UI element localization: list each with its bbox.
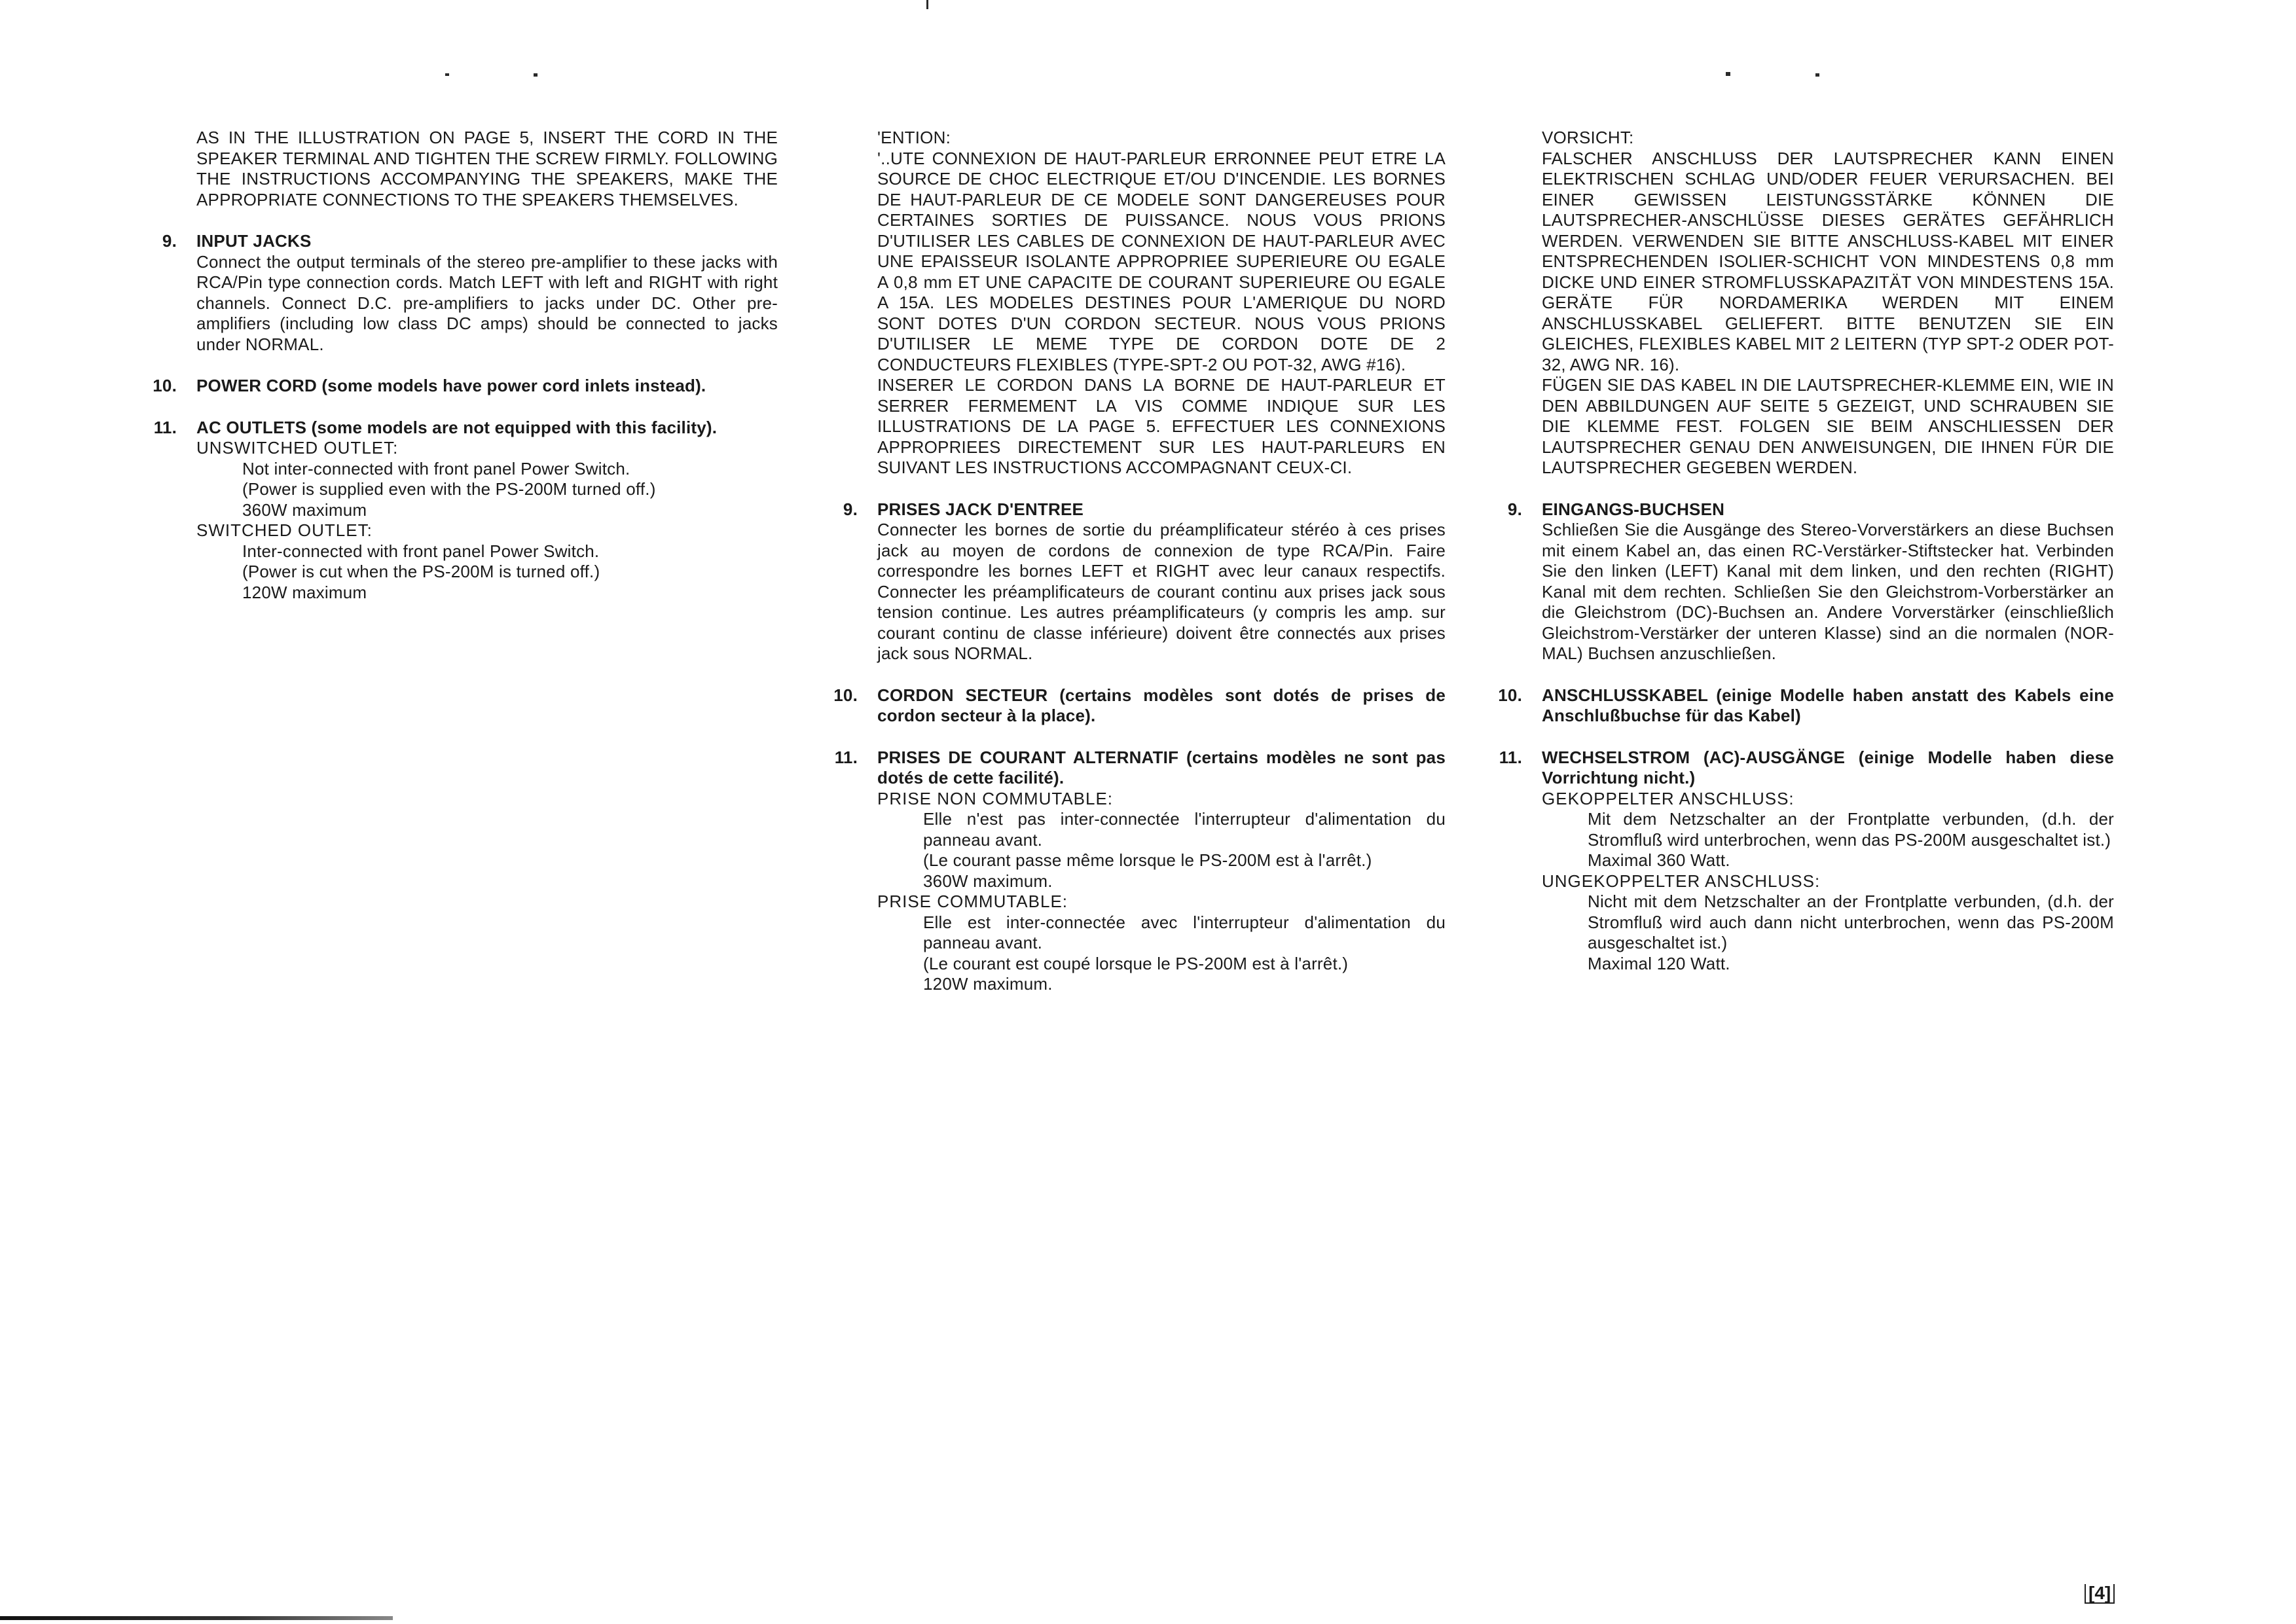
section-title: AC OUTLETS (some models are not equipped with this facility). — [196, 417, 718, 437]
section-ac-outlets — [153, 417, 778, 604]
subsection-heading: SWITCHED OUTLET: — [196, 520, 373, 540]
section-title: CORDON SECTEUR (certains modèles sont dotés de prises de cordon secteur à la place). — [877, 685, 1446, 725]
section-number: 11. — [1499, 747, 1522, 767]
section-title: ANSCHLUSSKABEL (einige Modelle haben anstatt des Kabels eine Anschlußbuchse für das Kabel) — [1542, 685, 2114, 725]
section-body: Connecter les bornes de sortie du préamplificateur stéréo à ces prises jack au moyen de cordons de connexion de type RCA/Pin. Faire correspondre les bornes LEFT et RIGHT avec leur canaux respectifs. Connecter les préamplificateurs de courant continu aux prises jack sous tension continue. Les autres préamplificateurs (y compris les amp. sur courant continu de classe inférieure) doivent être connectés aux prises jack sous NORMAL. — [877, 520, 1446, 663]
section-number: 10. — [153, 376, 177, 395]
subsection-body: Mit dem Netzschalter an der Frontplatte verbunden, (d.h. der Stromfluß wird unterbrochen, wenn das PS-200M ausgeschaltet ist.) Maximal 360 Watt. — [1588, 809, 2114, 870]
section-title: EINGANGS-BUCHSEN — [1542, 499, 1725, 519]
section-number: 9. — [1507, 499, 1522, 519]
section-title: POWER CORD (some models have power cord inlets instead). — [196, 376, 706, 395]
section-number: 9. — [843, 499, 858, 519]
ungekoppelter-anschluss — [1542, 871, 2114, 975]
french-column — [833, 128, 1446, 995]
subsection-heading: UNSWITCHED OUTLET: — [196, 438, 399, 458]
section-title: PRISES DE COURANT ALTERNATIF (certains modèles ne sont pas dotés de cette facilité). — [877, 747, 1446, 787]
section-prises-courant — [834, 747, 1446, 995]
subsection-body: Inter-connected with front panel Power Switch. (Power is cut when the PS-200M is turned off.) 120W maximum — [242, 541, 600, 602]
scan-speck — [445, 73, 449, 76]
subsection-body: Nicht mit dem Netzschalter an der Frontplatte verbunden, (d.h. der Stromfluß wird auch dann nicht unterbrochen, wenn das PS-200M ausgeschaltet ist.) Maximal 120 Watt. — [1588, 892, 2114, 973]
page-number: [4] — [2085, 1584, 2115, 1604]
subsection-heading: UNGEKOPPELTER ANSCHLUSS: — [1542, 871, 1821, 891]
subsection-body: Not inter-connected with front panel Power Switch. (Power is supplied even with the PS-200M turned off.) 360W maximum — [242, 458, 656, 520]
subsection-heading: PRISE NON COMMUTABLE: — [877, 788, 1114, 808]
section-number: 10. — [1498, 685, 1522, 705]
subsection-body: Elle est inter-connectée avec l'interrupteur d'alimentation du panneau avant. (Le courant est coupé lorsque le PS-200M est à l'arrêt.) 120W maximum. — [923, 912, 1446, 994]
scan-speck — [1726, 72, 1730, 76]
section-number: 9. — [162, 231, 177, 251]
section-input-jacks — [162, 231, 778, 355]
section-number: 11. — [834, 747, 858, 767]
prise-commutable — [877, 892, 1446, 995]
section-number: 10. — [833, 685, 858, 705]
section-wechselstrom-ausgaenge — [1499, 747, 2114, 975]
german-intro: VORSICHT: FALSCHER ANSCHLUSS DER LAUTSPRECHER KANN EINEN ELEKTRISCHEN SCHLAG UND/ODER FEUER VERURSACHEN. BEI EINER GEWISSEN LEISTUNGSSTÄRKE KÖNNEN DIE LAUTSPRECHER-ANSCHLÜSSE DIESES GERÄTES GEFÄHRLICH WERDEN. VERWENDEN SIE BITTE ANSCHLUSS-KABEL MIT EINER ENTSPRECHENDEN ISOLIER-SCHICHT VON MINDESTENS 0,8 mm DICKE UND EINER STROMFLUSSKAPAZITÄT VON MINDESTENS 15A. GERÄTE FÜR NORDAMERIKA WERDEN MIT EINEM ANSCHLUSSKABEL GELIEFERT. BITTE BENUTZEN SIE EIN GLEICHES, FLEXIBLES KABEL MIT 2 LEITERN (TYP SPT-2 ODER POT-32, AWG NR. 16). FÜGEN SIE DAS KABEL IN DIE LAUTSPRECHER-KLEMME EIN, WIE IN DEN ABBILDUNGEN AUF SEITE 5 GEZEIGT, UND SCHRAUBEN SIE DIE KLEMME FEST. FOLGEN SIE BEIM ANSCHLIESSEN DER LAUTSPRECHER GENAU DEN ANWEISUNGEN, DIE IHNEN FÜR DIE LAUTSPRECHER GEGEBEN WERDEN. — [1542, 128, 2114, 477]
section-body: Connect the output terminals of the stereo pre-amplifier to these jacks with RCA/Pin type connection cords. Match LEFT with left and RIGHT with right channels. Connect D.C. pre-amplifiers to jacks under DC. Other pre-amplifiers (including low class DC amps) should be connected to jacks under NORMAL. — [196, 251, 778, 354]
section-anschlusskabel — [1498, 685, 2114, 727]
german-column — [1498, 128, 2114, 974]
subsection-heading: PRISE COMMUTABLE: — [877, 892, 1068, 911]
english-column — [153, 128, 778, 603]
gekoppelter-anschluss — [1542, 789, 2114, 871]
scan-speck — [534, 73, 538, 77]
unswitched-outlet — [196, 438, 778, 520]
scan-speck — [1815, 73, 1819, 77]
section-body: Schließen Sie die Ausgänge des Stereo-Vorverstärkers an diese Buchsen mit einem Kabel an, das einen RC-Verstärker-Stiftstecker hat. Verbinden Sie den linken (LEFT) Kanal mit dem linken, und den rechten (RIGHT) Kanal mit dem rechten. Schließen Sie den Gleichstrom-Vorberstärker an die Gleichstrom (DC)-Buchsen an. Andere Vorverstärker (einschließlich Gleichstrom-Verstärker der unteren Klasse) sind an die normalen (NOR-MAL) Buchsen anzuschließen. — [1542, 520, 2114, 663]
french-intro: 'ENTION: '..UTE CONNEXION DE HAUT-PARLEUR ERRONNEE PEUT ETRE LA SOURCE DE CHOC ELECTRIQUE ET/OU D'INCENDIE. LES BORNES DE HAUT-PARLEUR DE CE MODELE SONT DANGEREUSES POUR CERTAINES SORTIES DE PUISSANCE. NOUS VOUS PRIONS D'UTILISER LES CABLES DE CONNEXION DE HAUT-PARLEUR AVEC UNE EPAISSEUR ISOLANTE APPROPRIEE SUPERIEURE OU EGALE A 0,8 mm ET UNE CAPACITE DE COURANT SUPERIEURE OU EGALE A 15A. LES MODELES DESTINES POUR L'AMERIQUE DU NORD SONT DOTES D'UN CORDON SECTEUR. NOUS VOUS PRIONS D'UTILISER LE MEME TYPE DE CORDON DOTE DE 2 CONDUCTEURS FLEXIBLES (TYPE-SPT-2 OU POT-32, AWG #16). INSERER LE CORDON DANS LA BORNE DE HAUT-PARLEUR ET SERRER FERMEMENT LA VIS COMME INDIQUE SUR LES ILLUSTRATIONS DE LA PAGE 5. EFFECTUER LES CONNEXIONS APPROPRIEES DIRECTEMENT SUR LES HAUT-PARLEURS EN SUIVANT LES INSTRUCTIONS ACCOMPAGNANT CEUX-CI. — [877, 128, 1446, 477]
subsection-heading: GEKOPPELTER ANSCHLUSS: — [1542, 788, 1795, 808]
section-prises-jack — [843, 499, 1446, 664]
section-title: INPUT JACKS — [196, 231, 312, 251]
switched-outlet — [196, 520, 778, 603]
english-intro: AS IN THE ILLUSTRATION ON PAGE 5, INSERT THE CORD IN THE SPEAKER TERMINAL AND TIGHTEN THE SCREW FIRMLY. FOLLOWING THE INSTRUCTIONS ACCOMPANYING THE SPEAKERS, MAKE THE APPROPRIATE CONNECTIONS TO THE SPEAKERS THEMSELVES. — [196, 128, 778, 209]
section-title: PRISES JACK D'ENTREE — [877, 499, 1084, 519]
subsection-body: Elle n'est pas inter-connectée l'interrupteur d'alimentation du panneau avant. (Le courant passe même lorsque le PS-200M est à l'arrêt.) 360W maximum. — [923, 809, 1446, 891]
section-eingangs-buchsen — [1507, 499, 2114, 664]
section-cordon-secteur — [833, 685, 1446, 727]
scan-speck — [926, 0, 928, 9]
section-title: WECHSELSTROM (AC)-AUSGÄNGE (einige Modelle haben diese Vorrichtung nicht.) — [1542, 747, 2114, 787]
section-number: 11. — [153, 417, 177, 437]
scan-edge-rule — [0, 1616, 393, 1620]
section-power-cord — [153, 376, 778, 397]
prise-non-commutable — [877, 789, 1446, 892]
